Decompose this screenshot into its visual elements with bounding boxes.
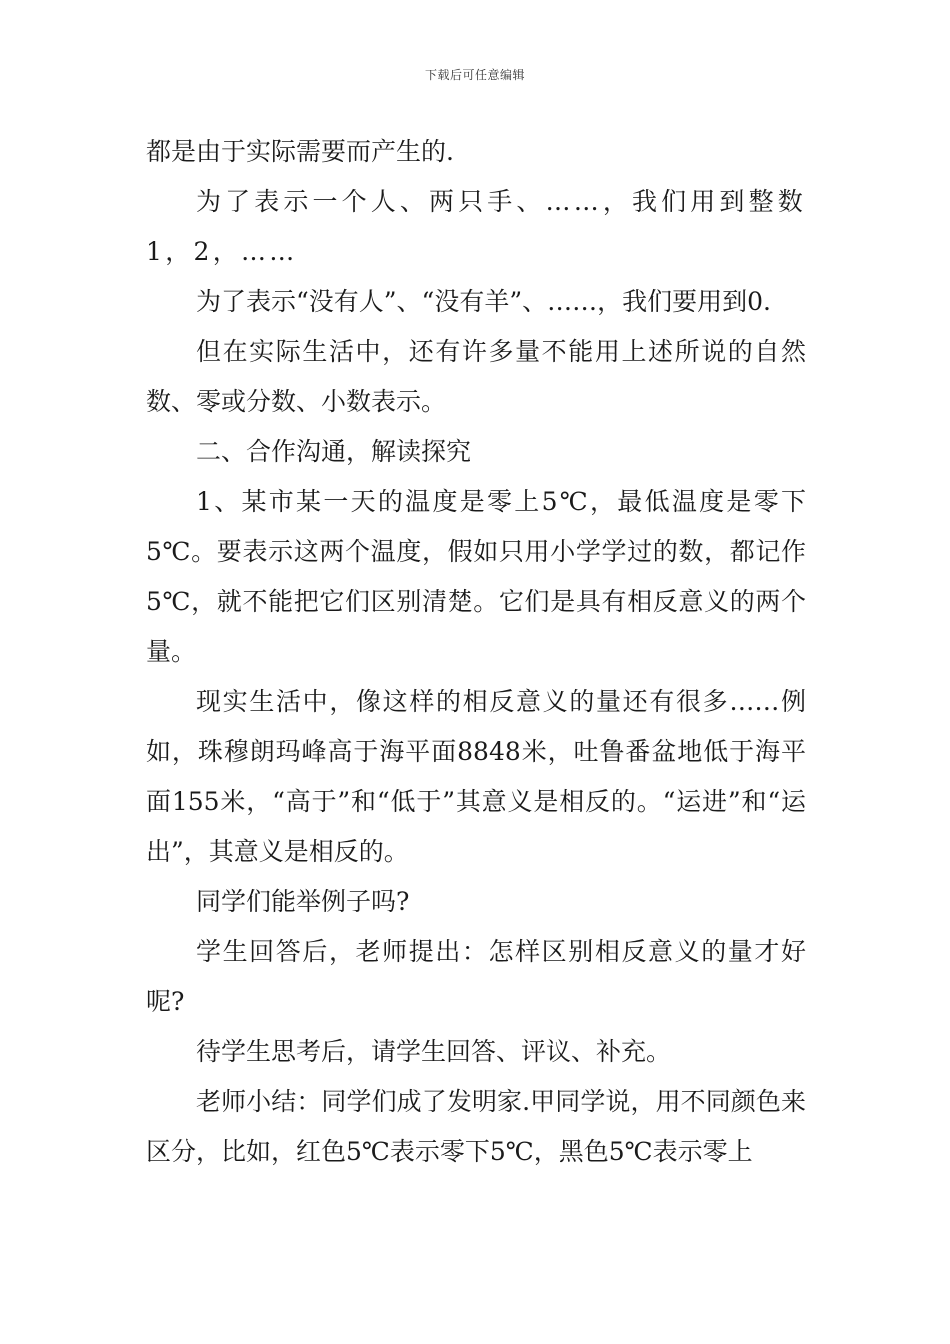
paragraph: 1、某市某一天的温度是零上5℃，最低温度是零下5℃。要表示这两个温度，假如只用小学学过的数，都记作5℃，就不能把它们区别清楚。它们是具有相反意义的两个量。 bbox=[146, 487, 806, 666]
paragraph: 现实生活中，像这样的相反意义的量还有很多……例如，珠穆朗玛峰高于海平面8848米，吐鲁番盆地低于海平面155米，“高于”和“低于”其意义是相反的。“运进”和“运出”，其意义是相反的。 bbox=[146, 687, 806, 866]
paragraph: 但在实际生活中，还有许多量不能用上述所说的自然数、零或分数、小数表示。 bbox=[146, 337, 806, 416]
paragraph: 为了表示“没有人”、“没有羊”、……，我们要用到0. bbox=[196, 287, 771, 316]
section-heading: 二、合作沟通，解读探究 bbox=[196, 437, 472, 466]
paragraph: 都是由于实际需要而产生的. bbox=[146, 137, 454, 166]
paragraph: 老师小结：同学们成了发明家.甲同学说，用不同颜色来区分，比如，红色5℃表示零下5℃，黑色5℃表示零上 bbox=[146, 1087, 806, 1166]
document-body bbox=[146, 127, 806, 1177]
paragraph: 为了表示一个人、两只手、……，我们用到整数1，2，…… bbox=[146, 187, 806, 266]
page-header: 下载后可任意编辑 bbox=[424, 68, 525, 82]
paragraph: 同学们能举例子吗? bbox=[196, 887, 410, 916]
paragraph: 待学生思考后，请学生回答、评议、补充。 bbox=[196, 1037, 672, 1066]
paragraph: 学生回答后，老师提出：怎样区别相反意义的量才好呢? bbox=[146, 937, 806, 1016]
